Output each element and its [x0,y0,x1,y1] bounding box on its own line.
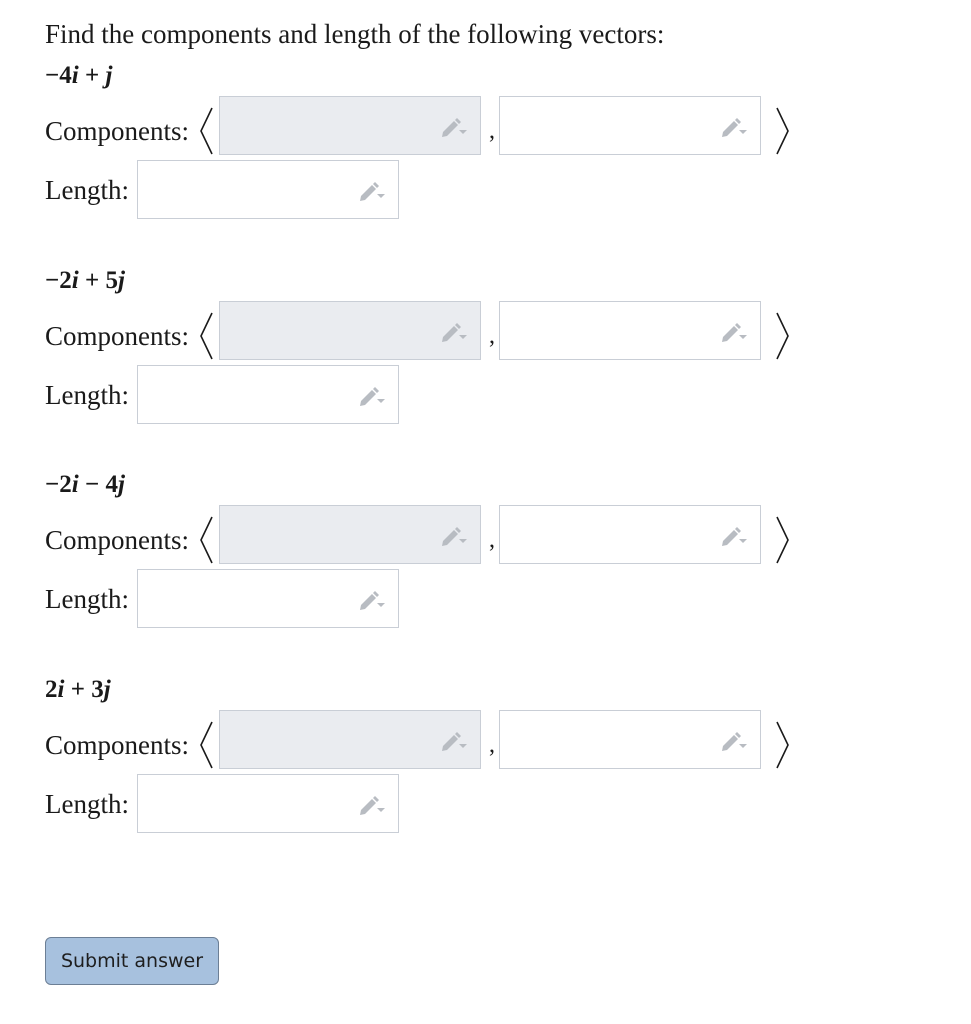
expression-part: j [103,676,111,703]
y-component-input[interactable] [499,96,761,155]
question-prompt: Find the components and length of the following vectors: [45,19,665,49]
expression-part: + 3 [64,676,104,703]
right-angle-bracket-icon [774,515,792,565]
x-component-input[interactable] [219,505,481,564]
expression-part: + [78,62,106,89]
expression-part: −2 [45,267,72,294]
pencil-dropdown-icon[interactable] [440,525,468,547]
expression-part: i [71,267,79,294]
pencil-dropdown-icon[interactable] [720,525,748,547]
length-input[interactable] [137,365,399,424]
vector-problem [45,467,945,667]
component-separator: , [489,732,495,758]
pencil-dropdown-icon[interactable] [440,730,468,752]
component-separator: , [489,323,495,349]
x-component-input[interactable] [219,710,481,769]
length-label: Length: [45,175,129,205]
vector-problem [45,263,945,463]
expression-part: − 4 [78,471,118,498]
vector-problem [45,672,945,872]
expression-part: j [117,267,125,294]
pencil-dropdown-icon[interactable] [720,116,748,138]
expression-part: i [71,471,79,498]
y-component-input[interactable] [499,710,761,769]
expression-part: + 5 [78,267,118,294]
vector-expression [45,58,112,94]
vector-problem [45,58,945,258]
pencil-dropdown-icon[interactable] [358,385,386,407]
expression-part: i [71,62,79,89]
left-angle-bracket-icon [197,720,215,770]
components-label: Components: [45,730,190,760]
pencil-dropdown-icon[interactable] [440,116,468,138]
left-angle-bracket-icon [197,106,215,156]
length-label: Length: [45,584,129,614]
submit-answer-button[interactable]: Submit answer [45,937,219,985]
length-input[interactable] [137,774,399,833]
vector-expression [45,467,125,503]
expression-part: j [117,471,125,498]
y-component-input[interactable] [499,505,761,564]
expression-part: 2 [45,676,58,703]
left-angle-bracket-icon [197,311,215,361]
pencil-dropdown-icon[interactable] [720,730,748,752]
expression-part: j [105,62,113,89]
length-input[interactable] [137,160,399,219]
components-label: Components: [45,525,190,555]
x-component-input[interactable] [219,96,481,155]
right-angle-bracket-icon [774,311,792,361]
pencil-dropdown-icon[interactable] [720,321,748,343]
components-label: Components: [45,321,190,351]
y-component-input[interactable] [499,301,761,360]
pencil-dropdown-icon[interactable] [358,589,386,611]
vector-expression [45,672,111,708]
expression-part: −4 [45,62,72,89]
left-angle-bracket-icon [197,515,215,565]
right-angle-bracket-icon [774,106,792,156]
component-separator: , [489,527,495,553]
length-input[interactable] [137,569,399,628]
pencil-dropdown-icon[interactable] [358,794,386,816]
length-label: Length: [45,380,129,410]
length-label: Length: [45,789,129,819]
expression-part: i [57,676,65,703]
components-label: Components: [45,116,190,146]
x-component-input[interactable] [219,301,481,360]
pencil-dropdown-icon[interactable] [440,321,468,343]
vector-expression [45,263,125,299]
expression-part: −2 [45,471,72,498]
pencil-dropdown-icon[interactable] [358,180,386,202]
right-angle-bracket-icon [774,720,792,770]
component-separator: , [489,118,495,144]
